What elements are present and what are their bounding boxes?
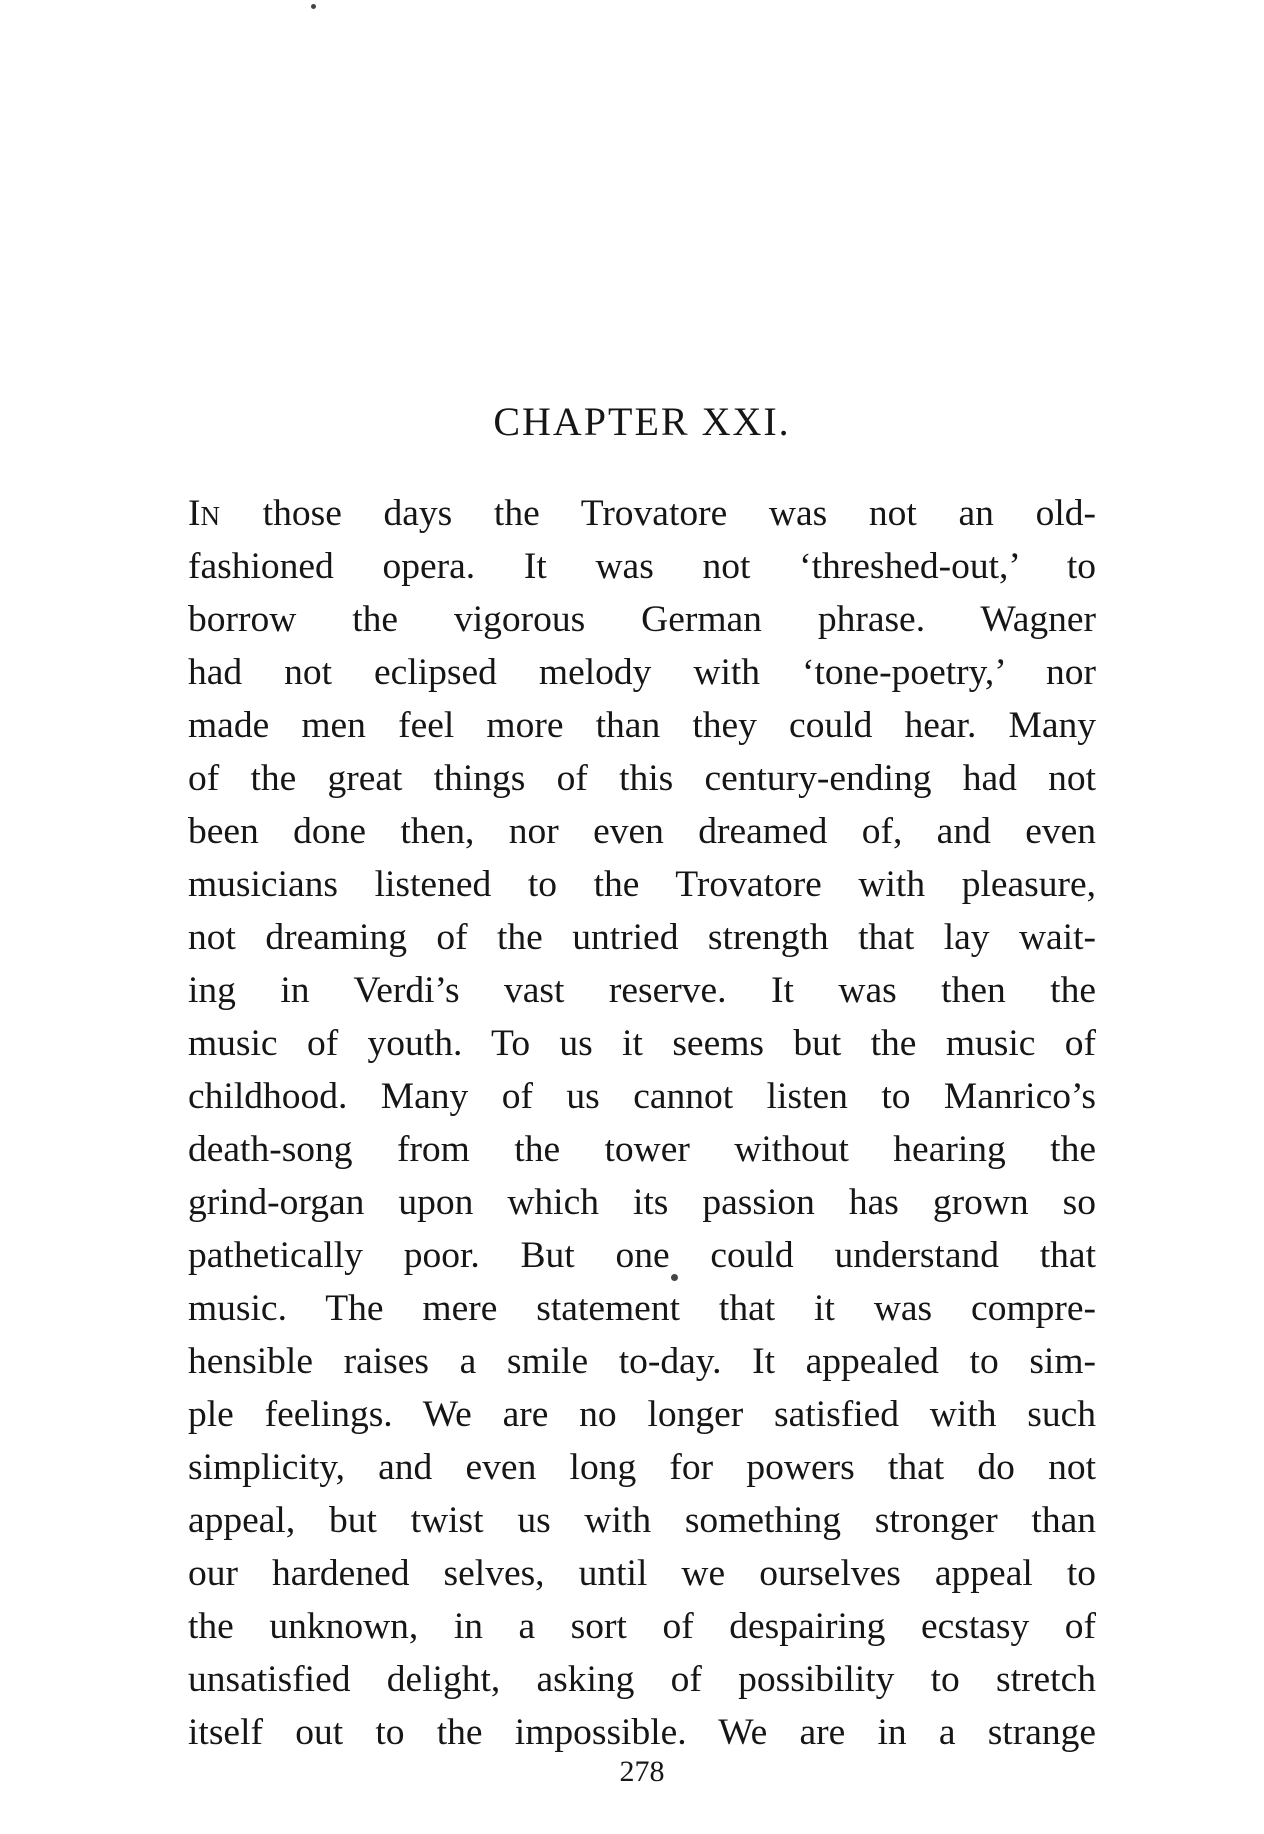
line-text: those days the Trovatore was not an old- bbox=[221, 493, 1096, 534]
text-line: our hardened selves, until we ourselves appeal to bbox=[188, 1553, 1096, 1594]
text-line: death-song from the tower without hearing the bbox=[188, 1129, 1096, 1170]
ink-speck bbox=[311, 4, 316, 9]
text-line: been done then, nor even dreamed of, and even bbox=[188, 811, 1096, 852]
small-caps-letters: N bbox=[200, 501, 221, 531]
chapter-title: CHAPTER XXI. bbox=[493, 399, 791, 444]
text-line: grind-organ upon which its passion has grown so bbox=[188, 1182, 1096, 1223]
text-line: musicians listened to the Trovatore with pleasure, bbox=[188, 864, 1096, 905]
text-line: itself out to the impossible. We are in a strange bbox=[188, 1712, 1096, 1753]
text-line: childhood. Many of us cannot listen to Manrico’s bbox=[188, 1076, 1096, 1117]
text-line: music of youth. To us it seems but the music of bbox=[188, 1023, 1096, 1064]
chapter-body bbox=[188, 487, 1096, 1759]
text-line: unsatisfied delight, asking of possibility to stretch bbox=[188, 1659, 1096, 1700]
text-line: had not eclipsed melody with ‘tone-poetry,’ nor bbox=[188, 652, 1096, 693]
page-number: 278 bbox=[619, 1755, 665, 1788]
text-line: pathetically poor. But one could understand that bbox=[188, 1235, 1096, 1276]
drop-initial: I bbox=[188, 493, 201, 534]
text-line: of the great things of this century-ending had not bbox=[188, 758, 1096, 799]
text-line bbox=[188, 487, 1096, 540]
text-line: ing in Verdi’s vast reserve. It was then the bbox=[188, 970, 1096, 1011]
text-line: ple feelings. We are no longer satisfied with such bbox=[188, 1394, 1096, 1435]
text-line: borrow the vigorous German phrase. Wagner bbox=[188, 599, 1096, 640]
text-line: music. The mere statement that it was compre- bbox=[188, 1288, 1096, 1329]
text-line: the unknown, in a sort of despairing ecstasy of bbox=[188, 1606, 1096, 1647]
text-line: made men feel more than they could hear. Many bbox=[188, 705, 1096, 746]
text-line: simplicity, and even long for powers that do not bbox=[188, 1447, 1096, 1488]
text-line: hensible raises a smile to-day. It appealed to sim- bbox=[188, 1341, 1096, 1382]
text-line: appeal, but twist us with something stronger than bbox=[188, 1500, 1096, 1541]
text-line: not dreaming of the untried strength that lay wait- bbox=[188, 917, 1096, 958]
text-line: fashioned opera. It was not ‘threshed-out,’ to bbox=[188, 546, 1096, 587]
